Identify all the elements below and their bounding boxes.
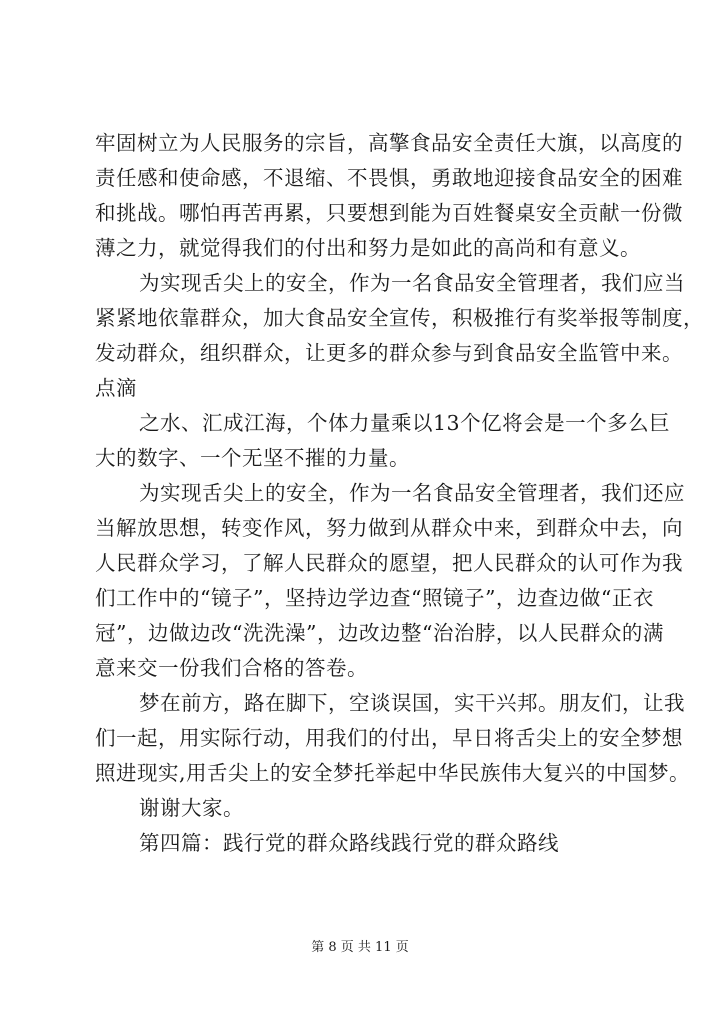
paragraph-start-line: 为实现舌尖上的安全，作为一名食品安全管理者，我们应当 [139, 271, 685, 295]
text-line: 紧紧地依靠群众，加大食品安全宣传，积极推行有奖举报等制度， [95, 306, 704, 330]
page-number-label: 第 8 页 共 11 页 [311, 940, 409, 955]
text-line: 人民群众学习，了解人民群众的愿望，把人民群众的认可作为我 [95, 551, 683, 575]
text-line: 和挑战。哪怕再苦再累，只要想到能为百姓餐桌安全贡献一份微 [95, 201, 683, 225]
document-body [95, 126, 704, 861]
paragraph-start-line: 梦在前方，路在脚下，空谈误国，实干兴邦。朋友们，让我 [139, 691, 685, 715]
text-line: 薄之力，就觉得我们的付出和努力是如此的高尚和有意义。 [95, 236, 641, 260]
text-line: 冠”，边做边改“洗洗澡”，边改边整“治治脖，以人民群众的满 [95, 621, 664, 645]
text-line: 们一起，用实际行动，用我们的付出，早日将舌尖上的安全梦想 [95, 726, 683, 750]
text-line: 责任感和使命感，不退缩、不畏惧，勇敢地迎接食品安全的困难 [95, 166, 683, 190]
text-line: 当解放思想，转变作风，努力做到从群众中来，到群众中去，向 [95, 516, 683, 540]
text-line: 点滴 [95, 376, 137, 400]
page-footer [0, 936, 720, 955]
text-line: 大的数字、一个无坚不摧的力量。 [95, 446, 410, 470]
section-heading: 第四篇：践行党的群众路线践行党的群众路线 [139, 831, 559, 855]
text-line: 发动群众，组织群众，让更多的群众参与到食品安全监管中来。 [95, 341, 683, 365]
closing-line: 谢谢大家。 [139, 796, 244, 820]
paragraph-start-line: 为实现舌尖上的安全，作为一名食品安全管理者，我们还应 [139, 481, 685, 505]
text-line: 意来交一份我们合格的答卷。 [95, 656, 368, 680]
paragraph-start-line: 之水、汇成江海，个体力量乘以13个亿将会是一个多么巨 [139, 411, 671, 435]
text-line: 照进现实,用舌尖上的安全梦托举起中华民族伟大复兴的中国梦。 [95, 761, 691, 785]
text-line: 们工作中的“镜子”，坚持边学边查“照镜子”，边查边做“正衣 [95, 586, 654, 610]
text-line: 牢固树立为人民服务的宗旨，高擎食品安全责任大旗，以高度的 [95, 131, 683, 155]
